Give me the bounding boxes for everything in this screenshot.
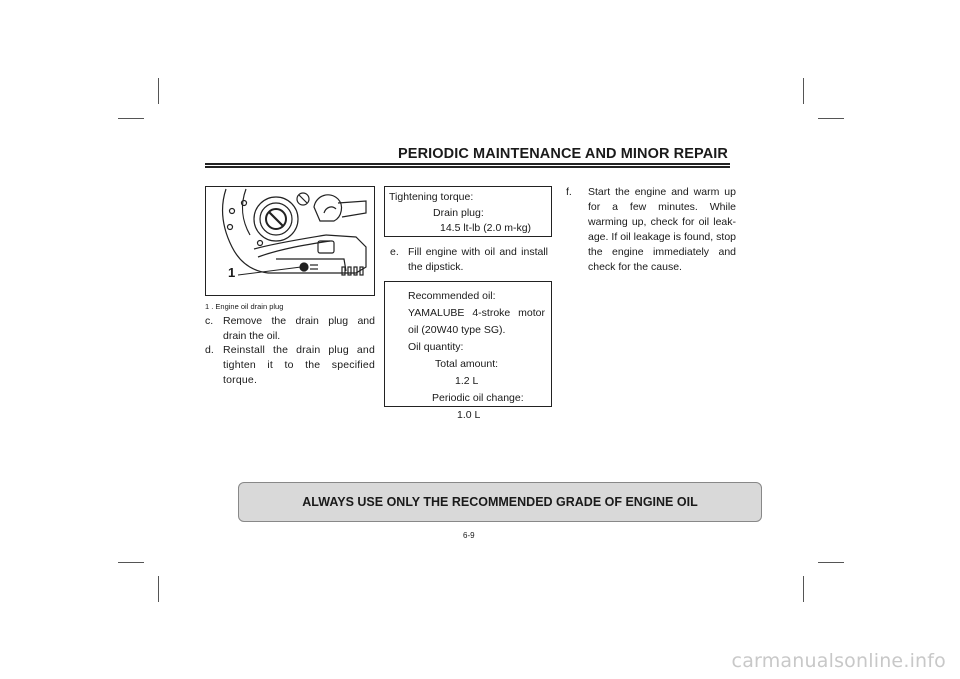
crop-mark (818, 118, 844, 119)
step-text: Reinstall the drain plug and tighten it to the specified torque. (223, 344, 375, 386)
periodic-change-label: Periodic oil change: (432, 392, 524, 404)
step-text: Start the engine and warm up for a few minutes. While warming up, check for oil leak-age. If oil leakage is found, stop the engine immediately and check for the cause. (588, 186, 736, 273)
step-d (205, 343, 375, 388)
crop-mark (803, 78, 804, 104)
step-c (205, 314, 375, 344)
step-marker: e. (390, 246, 399, 258)
torque-item: Drain plug: (433, 206, 484, 219)
page-title: PERIODIC MAINTENANCE AND MINOR REPAIR (398, 146, 728, 162)
recommended-value: YAMALUBE 4-stroke motor oil (20W40 type SG). (408, 307, 545, 336)
step-marker: d. (205, 344, 214, 356)
torque-value: 14.5 lt-lb (2.0 m-kg) (440, 222, 532, 234)
step-f (566, 185, 736, 275)
header-rule (205, 163, 730, 168)
step-text: Fill engine with oil and install the dipstick. (408, 246, 548, 273)
recommended-oil-box (384, 281, 552, 421)
crop-mark (158, 576, 159, 602)
crop-mark (118, 562, 144, 563)
crop-mark (818, 562, 844, 563)
periodic-change-value: 1.0 L (457, 409, 481, 421)
watermark: carmanualsonline.info (731, 650, 946, 672)
torque-heading: Tightening torque: (389, 191, 474, 203)
total-amount-value: 1.2 L (455, 375, 479, 387)
page-number: 6-9 (463, 531, 475, 540)
quantity-label: Oil quantity: (408, 341, 464, 353)
crop-mark (118, 118, 144, 119)
step-marker: c. (205, 315, 214, 327)
tightening-torque-box (384, 186, 552, 237)
total-amount-label: Total amount: (435, 358, 499, 370)
figure-caption: 1 . Engine oil drain plug (205, 302, 284, 311)
warning-banner-text: ALWAYS USE ONLY THE RECOMMENDED GRADE OF ENGINE OIL (302, 495, 698, 509)
crop-mark (803, 576, 804, 602)
step-text: Remove the drain plug and drain the oil. (223, 315, 375, 342)
warning-banner (238, 482, 762, 522)
step-marker: f. (566, 186, 572, 198)
engine-drain-plug-illustration (205, 186, 375, 296)
recommended-label: Recommended oil: (408, 290, 496, 302)
step-e (390, 245, 548, 275)
callout-number: 1 (228, 265, 236, 280)
crop-mark (158, 78, 159, 104)
